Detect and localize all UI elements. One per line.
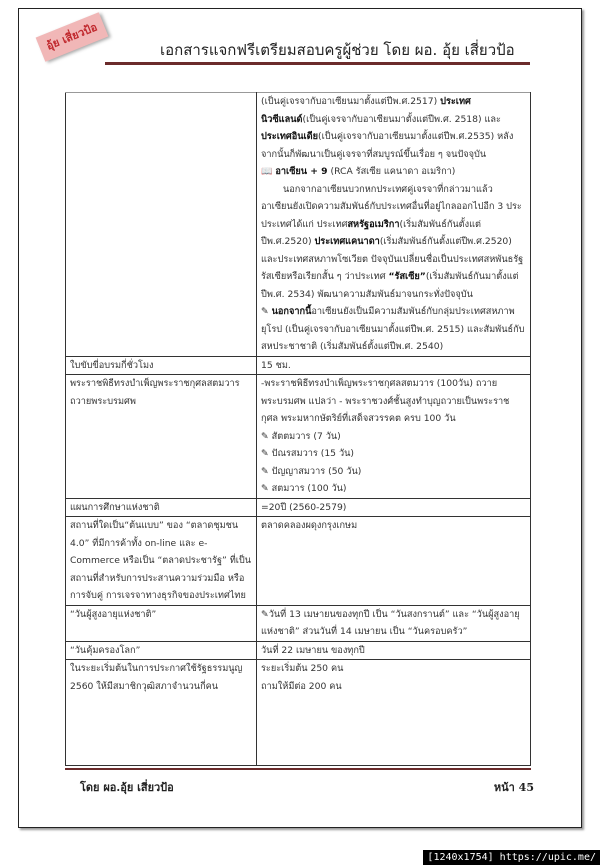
header-divider [105,62,530,65]
table-row: พระราชพิธีทรงบำเพ็ญพระราชกุศลสตมวาร ถวายพระบรมศพ -พระราชพิธีทรงบำเพ็ญพระราชกุศลสตมวาร (100วัน) ถวายพระบรมศพ แปลว่า - พระราชวงศ์ชั้นสูงทำบุญถวายเป็นพระราชกุศล พระมหากษัตริย์ที่เสด็จสวรรคต ครบ 100 วัน ✎ สัตตมวาร (7 วัน) ✎ ปัณรสมวาร (15 วัน) ✎ ปัญญาสมวาร (50 วัน) ✎ สตมวาร (100 วัน) [66,375,531,499]
image-stamp: [1240x1754] https://upic.me/ [423,850,600,865]
table-row: “วันคุ้มครองโลก” วันที่ 22 เมษายน ของทุกปี [66,641,531,660]
table-row: สถานที่ใดเป็น“ต้นแบบ” ของ “ตลาดชุมชน 4.0” ที่มีการค้าทั้ง on-line และ e-Commerce หรือเป็น “ตลาดประชารัฐ” ที่เป็นสถานที่สำหรับการประสานความร่วมมือ หรือการจับคู่ การเจรจาทางธุรกิจของประเทศไทย ตลาดคลองผดุงกรุงเกษม [66,517,531,606]
pencil-icon: ✎ [261,608,269,620]
pencil-icon: ✎ [261,448,269,459]
qa-table [65,92,531,766]
header-title: เอกสารแจกฟรีเตรียมสอบครูผู้ช่วย โดย ผอ. อุ้ย เสี่ยวป้อ [160,41,515,59]
asean-cell: (เป็นคู่เจรจากับอาเซียนมาตั้งแต่ปีพ.ศ.2517) ประเทศนิวซีแลนด์(เป็นคู่เจรจากับอาเซียนมาตั้งแต่ปีพ.ศ. 2518) และประเทศอินเดีย(เป็นคู่เจรจากับอาเซียนมาตั้งแต่ปีพ.ศ.2535) หลังจากนั้นก็พัฒนาเป็นคู่เจรจาที่สมบูรณ์ขึ้นเรื่อย ๆ จนปัจจุบัน 📖 อาเซียน + 9 (RCA รัสเซีย แคนาดา อเมริกา) นอกจากอาเซียนบวกหกประเทศคู่เจรจาที่กล่าวมาแล้ว อาเซียนยังเปิดความสัมพันธ์กับประเทศอื่นที่อยู่ไกลออกไปอีก 3 ประประเทศได้แก่ ประเทศสหรัฐอเมริกา(เริ่มสัมพันธ์กันตั้งแต่ปีพ.ศ.2520) ประเทศแคนาดา(เริ่มสัมพันธ์กันตั้งแต่ปีพ.ศ.2520) และประเทศสหภาพโซเวียต ปัจจุบันเปลี่ยนชื่อเป็นประเทศสหพันธรัฐรัสเซียหรือเรียกสั้น ๆ ว่าประเทศ “รัสเซีย”(เริ่มสัมพันธ์กันมาตั้งแต่ปีพ.ศ. 2534) พัฒนาความสัมพันธ์มาจนกระทั่งปัจจุบัน ✎ นอกจากนี้อาเซียนยังเป็นมีความสัมพันธ์กับกลุ่มประเทศสหภาพยุโรป (เป็นคู่เจรจากับอาเซียนมาตั้งแต่ปีพ.ศ. 2515) และสัมพันธ์กับสหประชาชาติ (เริ่มสัมพันธ์ตั้งแต่ปีพ.ศ. 2540) [257,93,531,357]
pencil-icon: ✎ [261,465,269,477]
pencil-icon: ✎ [261,306,269,317]
book-icon: 📖 [261,166,273,177]
pencil-icon: ✎ [261,430,269,442]
table-row: ในระยะเริ่มต้นในการประกาศใช้รัฐธรรมนูญ 2560 ให้มีสมาชิกวุฒิสภาจำนวนกี่คน ระยะเริ่มต้น 250 คน ถามให้มีต่อ 200 คน [66,660,531,766]
table-row: ใบขับขี่อบรมกี่ชั่วโมง 15 ชม. [66,356,531,375]
table-row: “วันผู้สูงอายุแห่งชาติ” ✎วันที่ 13 เมษายนของทุกปี เป็น “วันสงกรานต์” และ “วันผู้สูงอายุแห่งชาติ” ส่วนวันที่ 14 เมษายน เป็น “วันครอบครัว” [66,605,531,641]
footer-author: โดย ผอ.อุ้ย เสี่ยวป้อ [80,781,174,794]
logo: อุ้ย เสี่ยวป้อ [36,12,109,62]
empty-cell [66,93,257,357]
page-number: หน้า 45 [493,781,534,794]
pencil-icon: ✎ [261,483,269,494]
footer-divider [65,768,531,770]
table-row: แผนการศึกษาแห่งชาติ =20ปี (2560-2579) [66,498,531,517]
